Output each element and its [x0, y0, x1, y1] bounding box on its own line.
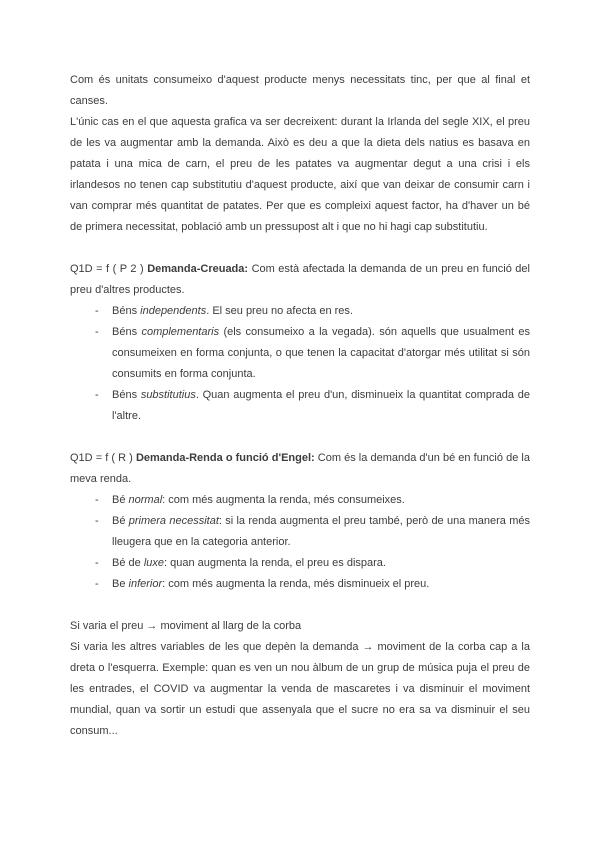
bullet-text — [112, 301, 530, 322]
bullet-dash-marker: - — [95, 494, 99, 506]
bullet-item-primera-necessitat — [95, 511, 530, 553]
formula-text: Q1D = f ( P 2 ) — [70, 263, 148, 275]
bullet-dash-marker: - — [95, 326, 99, 338]
italic-term: normal — [128, 494, 163, 506]
italic-term: substitutius — [140, 389, 196, 401]
bullet-text — [112, 574, 530, 595]
bold-heading-demanda-renda: Demanda-Renda o funció d'Engel: — [135, 452, 315, 464]
bullet-dash-marker: - — [95, 557, 99, 569]
paragraph-other-variables: Si varia les altres variables de les que depèn la demanda → moviment de la corba cap a la dreta o l'esquerra. Exemple: quan es ven un nou àlbum de un grup de música puja el preu de les entrades, el COVID va augmentar la venda de mascaretes i va disminuir el moviment mundial, quan va sortir un estudi que assenyala que el sucre no era sa va disminuir el seu consum... — [70, 641, 530, 737]
bullet-dash-marker: - — [95, 389, 99, 401]
bullet-item-complementaris — [95, 322, 530, 385]
paragraph-ireland-example: L'únic cas en el que aquesta grafica va ser decreixent: durant la Irlanda del segle XIX, el preu de les va augmentar amb la demanda. Això es deu a que la dieta dels natius es basava en patata i una mica de carn, el preu de les patates va augmentar degut a una crisi i els irlandesos no tenen cap substitutiu d'aquest producte, així que van deixar de consumir carn i van comprar més quantitat de patates. Per que es compleixi aquest factor, ha d'haver un bé de primera necessitat, població amb un pressupost alt i que no hi hagi cap substitutiu. — [70, 116, 530, 233]
bullet-text — [112, 385, 530, 427]
paragraph-price-variation: Si varia el preu → moviment al llarg de la corba — [70, 620, 302, 632]
bullet-dash-marker: - — [95, 305, 99, 317]
body-text: Bé — [112, 494, 129, 506]
body-text: Be — [112, 578, 129, 590]
body-text: Bé de — [112, 557, 144, 569]
bullet-dash-marker: - — [95, 515, 99, 527]
bullet-text — [112, 511, 530, 553]
paragraph-demanda-renda — [70, 448, 530, 490]
italic-term: primera necessitat — [128, 515, 219, 527]
italic-term: complementaris — [141, 326, 220, 338]
bold-heading-demanda-creuada: Demanda-Creuada: — [147, 263, 249, 275]
bullet-text — [112, 553, 530, 574]
body-text: : com més augmenta la renda, més consumeixes. — [162, 494, 405, 506]
body-text: Bé — [112, 515, 129, 527]
blank-line — [70, 238, 530, 259]
italic-term: independents — [140, 305, 207, 317]
body-text: Com és la demanda d'un bé en funció de la meva renda. — [70, 452, 530, 485]
body-text: : quan augmenta la renda, el preu es dispara. — [164, 557, 386, 569]
body-text: : si la renda augmenta el preu també, però de una manera més lleugera que en la categoria anterior. — [112, 515, 531, 548]
paragraph-units-necessity: Com és unitats consumeixo d'aquest producte menys necessitats tinc, per que al final et canses. — [70, 74, 530, 107]
bullet-item-be-inferior — [95, 574, 530, 595]
bullet-item-be-de-luxe — [95, 553, 530, 574]
paragraph-demanda-creuada — [70, 259, 530, 301]
bullet-dash-marker: - — [95, 578, 99, 590]
bullet-text — [112, 490, 530, 511]
body-text: : com més augmenta la renda, més disminueix el preu. — [162, 578, 430, 590]
body-text: Com està afectada la demanda de un preu en funció del preu d'altres productes. — [70, 263, 530, 296]
bullet-item-independents — [95, 301, 530, 322]
italic-term: luxe — [143, 557, 164, 569]
body-text: . El seu preu no afecta en res. — [206, 305, 353, 317]
bullet-item-substitutius — [95, 385, 530, 427]
body-text: (els consumeixo a la vegada). són aquells que usualment es consumeixen en forma conjunta, o que tenen la capacitat d'atorgar més utilitat si són consumits en forma conjunta. — [112, 326, 530, 380]
blank-line — [70, 595, 530, 616]
formula-text: Q1D = f ( R ) — [70, 452, 136, 464]
italic-term: inferior — [128, 578, 163, 590]
body-text: Béns — [112, 326, 142, 338]
body-text: Béns — [112, 389, 141, 401]
bullet-text — [112, 322, 530, 385]
bullet-item-be-normal — [95, 490, 530, 511]
body-text: Béns — [112, 305, 141, 317]
blank-line — [70, 427, 530, 448]
body-text: . Quan augmenta el preu d'un, disminueix la quantitat comprada de l'altre. — [112, 389, 530, 422]
